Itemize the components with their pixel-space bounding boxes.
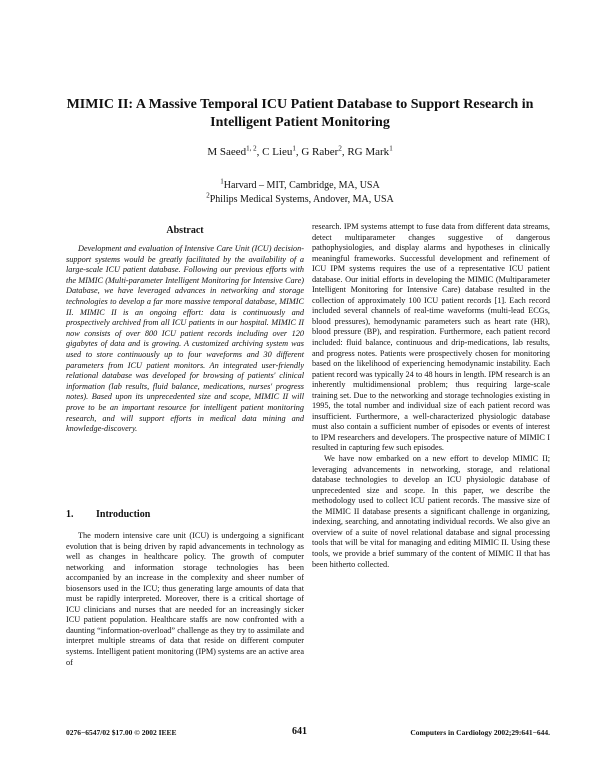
introduction-body: The modern intensive care unit (ICU) is undergoing a significant evolution that is being driven by rapid advancements in technology as well as changes in healthcare policy. The growth of computer networking and information storage technologies has been accompanied by an increase in the complexity and sheer number of biosensors used in the ICU; thus generating large amounts of data that must be rapidly interpreted. Moreover, there is a critical shortage of ICU clinicians and nurses that are needed for an increasingly sicker ICU patient population. Healthcare staffs are now confronted with a daunting “information-overload” challenge as they try to assimilate and interpret multiple streams of data that reside on different computer systems. Intelligent patient monitoring (IPM) systems are an active area of xyxy=(66,531,304,667)
section-number: 1. xyxy=(66,509,74,520)
author: G Raber$^2$, xyxy=(301,144,348,158)
section-heading xyxy=(66,509,304,520)
right-column xyxy=(312,222,550,570)
affiliation: $^2$Philips Medical Systems, Andover, MA, USA xyxy=(206,191,394,205)
paper-title: MIMIC II: A Massive Temporal ICU Patient Database to Support Research in Intelligent Patient Monitoring xyxy=(66,97,534,130)
author: RG Mark$^1$ xyxy=(347,144,393,158)
page-footer xyxy=(66,726,550,740)
paragraph: research. IPM systems attempt to fuse data from different data streams, detect multiparameter changes suggestive of dangerous pathophysiologies, and display alarms and hypotheses in clinically meaningful frameworks. Successful development and refinement of ICU IPM systems requires the use of a representative ICU patient database. Our initial efforts in developing the MIMIC (Multiparameter Intelligent Monitoring for Intensive Care) database resulted in the collection of approximately 100 ICU patient records [1]. Each record included several channels of real-time waveforms (multi-lead ECGs, blood pressures), hemodynamic parameters such as heart rate (HR), blood pressure (BP), and respiration. Furthermore, each patient record included: fluid balance, continuous and drip-medications, lab results, and progress notes. Patients were prospectively chosen for monitoring based on the likelihood of experiencing hemodynamic instability. Each patient record was typically 24 to 48 hours in length. IPM research is an inherently multidimensional problem; thus requiring large-scale training set. Due to the networking and storage technologies existing in 1995, the total number and individual size of each patient record was insufficient. Furthermore, a well-characterized physiologic database must also contain a sufficient number of episodes or events of interest to IPM researchers and developers. The prospective nature of MIMIC I resulted in capturing few such episodes. xyxy=(312,222,550,453)
page-number: 641 xyxy=(292,726,307,737)
copyright-notice: 0276−6547/02 $17.00 © 2002 IEEE xyxy=(66,728,177,737)
affiliation: $^1$Harvard – MIT, Cambridge, MA, USA xyxy=(220,177,380,191)
abstract-heading: Abstract xyxy=(166,225,204,236)
abstract-body: Development and evaluation of Intensive Care Unit (ICU) decision-support systems would be greatly facilitated by the availability of a large-scale ICU patient database. Following our previous efforts with the MIMIC (Multi-parameter Intelligent Monitoring for Intensive Care) Database, we have leveraged advances in networking and storage technologies to develop a far more massive temporal database, MIMIC II. MIMIC II is an ongoing effort: data is continuously and prospectively archived from all ICU patients in our hospital. MIMIC II now consists of over 800 ICU patient records including over 120 gigabytes of data and is growing. A customized archiving system was used to store continuously up to four waveforms and 30 different parameters from ICU patient monitors. An integrated user-friendly relational database was developed for browsing of patients' clinical information (lab results, fluid balance, medications, nurses' progress notes). Based upon its unprecedented size and scope, MIMIC II will prove to be an important resource for intelligent patient monitoring research, and will support efforts in medical data mining and knowledge-discovery. xyxy=(66,244,304,434)
author-list xyxy=(0,146,600,158)
paragraph: We have now embarked on a new effort to develop MIMIC II; leveraging advancements in networking, storage, and relational database technologies to develop an ICU physiologic database of unprecedented size and scope. In this paper, we describe the methodology used to collect ICU patient records. The massive size of the MIMIC II database presents a significant challenge in organizing, indexing, searching, and annotating individual records. We also give an overview of a suite of novel relational database and signal processing tools that will be vital for managing and editing MIMIC II. Using these tools, we provide a brief summary of the content of MIMIC II that has been hitherto collected. xyxy=(312,454,550,569)
journal-citation: Computers in Cardiology 2002;29:641−644. xyxy=(410,728,550,737)
author: C Lieu$^1$, xyxy=(262,144,302,158)
author: M Saeed$^{1, 2}$, xyxy=(207,144,263,158)
section-title: Introduction xyxy=(96,509,151,520)
